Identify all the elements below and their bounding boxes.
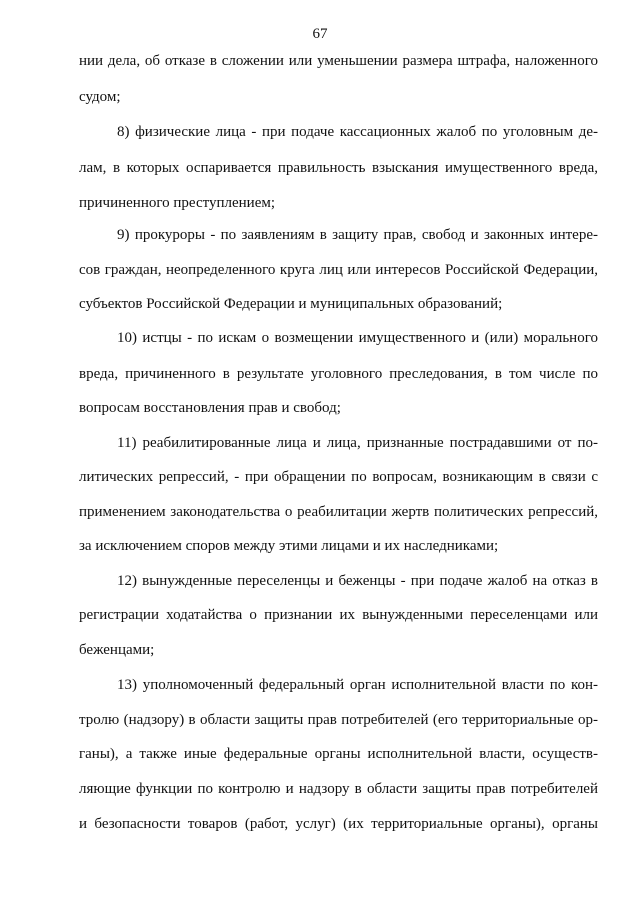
text-line: ляющие функции по контролю и надзору в области защиты прав потребителей xyxy=(79,781,598,797)
text-line: 13) уполномоченный федеральный орган исполнительной власти по кон- xyxy=(117,677,598,693)
text-line: причиненного преступлением; xyxy=(79,195,276,211)
text-line: 11) реабилитированные лица и лица, признанные пострадавшими от по- xyxy=(117,435,598,451)
text-line: 10) истцы - по искам о возмещении имущественного и (или) морального xyxy=(117,330,598,346)
text-line: ганы), а также иные федеральные органы исполнительной власти, осуществ- xyxy=(79,746,598,762)
text-line: нии дела, об отказе в сложении или уменьшении размера штрафа, наложенного xyxy=(79,53,598,69)
page-number: 67 xyxy=(312,26,328,42)
text-line: вреда, причиненного в результате уголовного преследования, в том числе по xyxy=(79,366,598,382)
text-line: применением законодательства о реабилитации жертв политических репрессий, xyxy=(79,504,598,520)
text-line: беженцами; xyxy=(79,642,155,658)
text-line: сов граждан, неопределенного круга лиц или интересов Российской Федерации, xyxy=(79,262,598,278)
text-line: тролю (надзору) в области защиты прав потребителей (его территориальные ор- xyxy=(79,712,598,728)
text-line: литических репрессий, - при обращении по вопросам, возникающим в связи с xyxy=(79,469,598,485)
text-line: вопросам восстановления прав и свобод; xyxy=(79,400,341,416)
text-line: субъектов Российской Федерации и муниципальных образований; xyxy=(79,296,503,312)
text-line: за исключением споров между этими лицами и их наследниками; xyxy=(79,538,499,554)
text-line: лам, в которых оспаривается правильность взыскания имущественного вреда, xyxy=(79,160,598,176)
text-line: 9) прокуроры - по заявлениям в защиту прав, свобод и законных интере- xyxy=(117,227,598,243)
text-line: 12) вынужденные переселенцы и беженцы - при подаче жалоб на отказ в xyxy=(117,573,598,589)
text-line: судом; xyxy=(79,89,121,105)
text-line: 8) физические лица - при подаче кассационных жалоб по уголовным де- xyxy=(117,124,598,140)
text-line: и безопасности товаров (работ, услуг) (их территориальные органы), органы xyxy=(79,816,598,832)
text-line: регистрации ходатайства о признании их вынужденными переселенцами или xyxy=(79,607,598,623)
